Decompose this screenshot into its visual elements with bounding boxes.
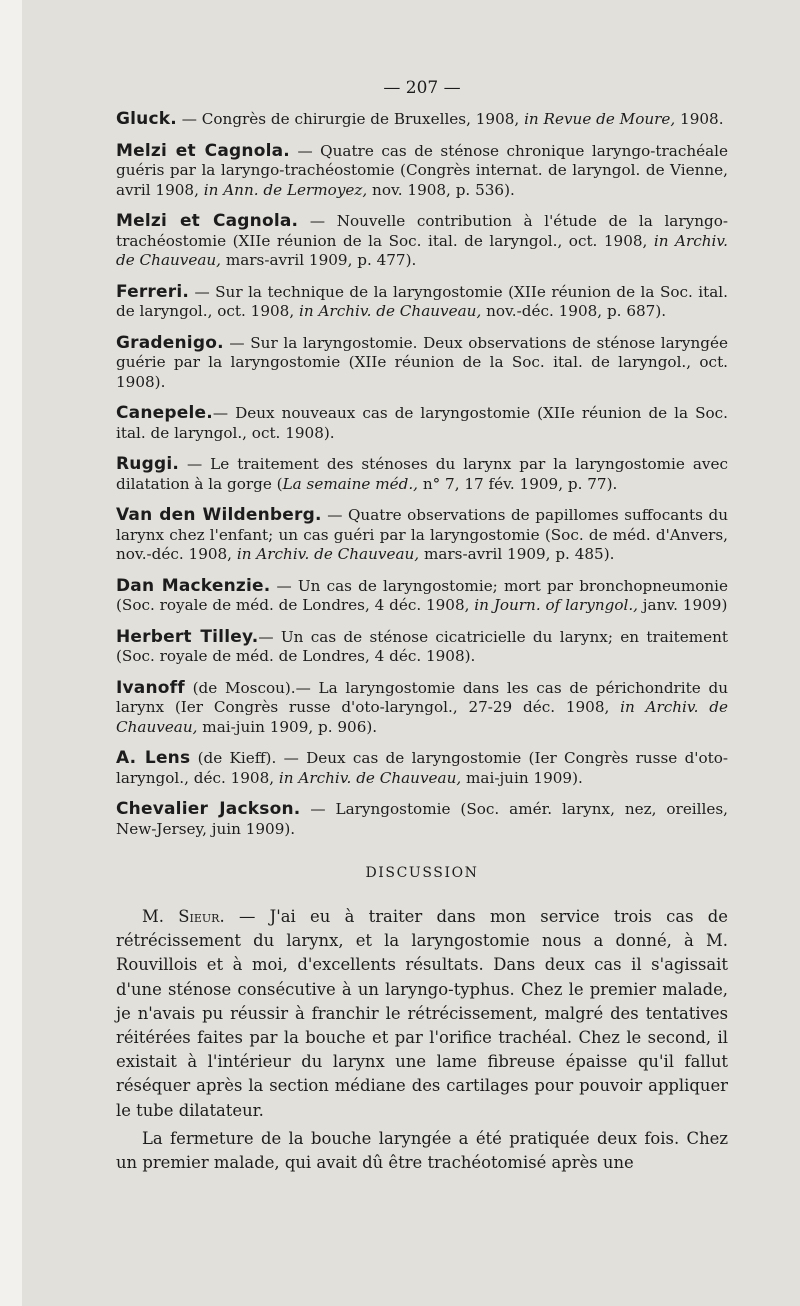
reference-author: Chevalier Jackson.: [116, 799, 301, 819]
reference-source: in Ann. de Lermoyez,: [203, 180, 368, 199]
scan-margin: [0, 0, 22, 1306]
discussion-paragraph: [116, 905, 728, 1123]
reference-text: (de Kieff). — Deux cas de laryngostomie (Ier Congrès russe d'oto-laryngol., déc. 1908,: [116, 749, 728, 787]
reference-source: La semaine méd.,: [282, 474, 419, 493]
paragraph-text: La fermeture de la bouche laryngée a été pratiquée deux fois. Chez un premier malade, qui avait dû être trachéotomisé après une: [116, 1128, 728, 1173]
reference-text-end: mars-avril 1909, p. 477).: [221, 251, 417, 269]
reference-source: in Revue de Moure,: [524, 110, 676, 128]
reference-author: Gluck.: [116, 109, 177, 129]
reference-author: Van den Wildenberg.: [116, 505, 322, 525]
reference-text: — Sur la laryngostomie. Deux observations de sténose laryngée guérie par la laryngostomie (XIIe réunion de la Soc. ital. de laryngol., oct. 1908).: [116, 333, 728, 391]
reference-text-end: mai-juin 1909, p. 906).: [197, 717, 378, 736]
reference-author: Melzi et Cagnola.: [116, 140, 290, 161]
reference-entry: [116, 283, 728, 322]
reference-source: in Journ. of laryngol.,: [474, 596, 638, 614]
reference-source: in Archiv. de Chauveau,: [299, 302, 482, 320]
reference-text: — Un cas de sténose cicatricielle du larynx; en traitement (Soc. royale de méd. de Londres, 4 déc. 1908).: [116, 627, 729, 665]
reference-entry: [116, 142, 728, 201]
reference-entry: [116, 749, 728, 788]
reference-text: — Laryngostomie (Soc. amér. larynx, nez, oreilles, New-Jersey, juin 1909).: [116, 800, 728, 838]
reference-text-end: mai-juin 1909).: [461, 768, 583, 787]
discussion-paragraph: [116, 1127, 728, 1175]
reference-entry: [116, 800, 728, 839]
reference-text: — Quatre cas de sténose chronique laryngo-trachéale guéris par la laryngo-trachéostomie (Congrès internat. de laryngol. de Vienne, avril 1908,: [116, 141, 728, 199]
reference-text: — Deux nouveaux cas de laryngostomie (XIIe réunion de la Soc. ital. de laryngol., oct. 1908).: [116, 404, 728, 442]
reference-text-end: nov. 1908, p. 536).: [367, 180, 515, 199]
reference-entry: [116, 404, 728, 443]
reference-text: — Un cas de laryngostomie; mort par bronchopneumonie (Soc. royale de méd. de Londres, 4 déc. 1908,: [116, 576, 728, 614]
reference-entry: [116, 577, 728, 616]
reference-source: in Archiv. de Chauveau,: [236, 545, 420, 563]
reference-text: (de Moscou).— La laryngostomie dans les cas de périchondrite du larynx (Ier Congrès russe d'oto-laryngol., 27-29 déc. 1908,: [116, 678, 728, 716]
reference-text-end: janv. 1909): [637, 596, 728, 614]
reference-text-end: mars-avril 1909, p. 485).: [419, 545, 615, 563]
reference-entry: [116, 628, 728, 667]
reference-author: Ferreri.: [116, 281, 190, 302]
reference-source: in Archiv. de Chauveau,: [116, 231, 728, 269]
reference-author: Ivanoff: [116, 677, 185, 698]
speaker-name: M. Sieur.: [142, 907, 225, 926]
reference-author: Herbert Tilley.: [116, 626, 259, 647]
reference-source: in Archiv. de Chauveau,: [278, 768, 462, 787]
reference-text-end: 1908.: [675, 110, 724, 128]
reference-text: — Quatre observations de papillomes suffocants du larynx chez l'enfant; un cas guéri par la laryngostomie (Soc. de méd. d'Anvers, nov.-déc. 1908,: [116, 506, 729, 563]
reference-source: in Archiv. de Chauveau,: [116, 698, 728, 736]
reference-entry: [116, 334, 728, 393]
reference-author: Melzi et Cagnola.: [116, 211, 299, 231]
reference-text-end: nov.-déc. 1908, p. 687).: [481, 302, 667, 320]
reference-author: Gradenigo.: [116, 332, 224, 353]
page-content: [116, 78, 728, 1179]
reference-author: Canepele.: [116, 403, 213, 423]
reference-entry: [116, 455, 728, 494]
reference-author: Dan Mackenzie.: [116, 575, 271, 596]
reference-text-end: n° 7, 17 fév. 1909, p. 77).: [418, 474, 618, 493]
reference-list: [116, 110, 728, 839]
reference-entry: [116, 679, 728, 738]
reference-text: — Le traitement des sténoses du larynx par la laryngostomie avec dilatation à la gorge (: [116, 455, 728, 493]
discussion-heading: DISCUSSION: [365, 865, 479, 881]
reference-entry: [116, 212, 728, 271]
reference-author: Ruggi.: [116, 454, 180, 474]
reference-author: A. Lens: [116, 748, 191, 768]
reference-text: — Congrès de chirurgie de Bruxelles, 1908,: [176, 110, 525, 128]
reference-entry: [116, 506, 728, 565]
reference-text: — Nouvelle contribution à l'étude de la laryngo-trachéostomie (XIIe réunion de la Soc. ital. de laryngol., oct. 1908,: [116, 212, 728, 250]
reference-entry: [116, 110, 728, 130]
reference-text: — Sur la technique de la laryngostomie (XIIe réunion de la Soc. ital. de laryngol., oct. 1908,: [116, 282, 728, 320]
paragraph-text: — J'ai eu à traiter dans mon service trois cas de rétrécissement du larynx, et la laryngostomie nous a donné, à M. Rouvillois et à moi, d'excellents résultats. Dans deux cas il s'agissait d'une sténose consécutive à un laryngo-typhus. Chez le premier malade, je n'avais pu réussir à franchir le rétrécissement, malgré des tentatives réitérées faites par la bouche et par l'orifice trachéal. Chez le second, il existait à l'intérieur du larynx une lame fibreuse épaisse qu'il fallut réséquer après la section médiane des cartilages pour pouvoir appliquer le tube dilatateur.: [116, 907, 728, 1120]
page-number: — 207 —: [383, 78, 461, 98]
